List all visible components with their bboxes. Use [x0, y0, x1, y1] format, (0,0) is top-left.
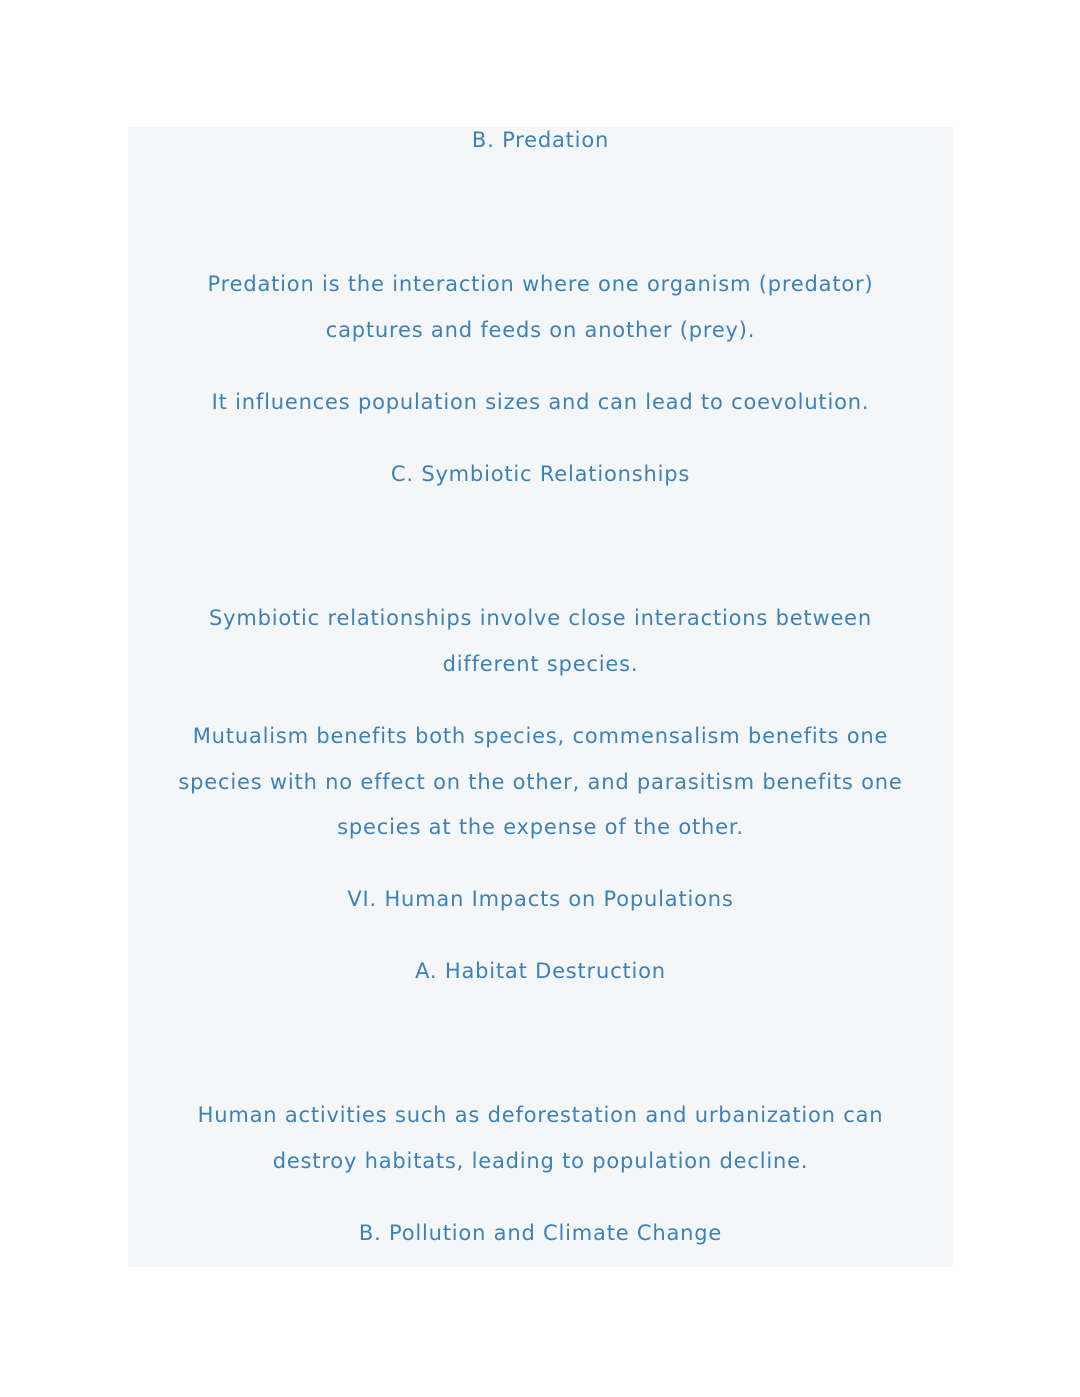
- symbiotic-paragraph-line-2: different species.: [442, 652, 639, 676]
- heading-pollution-climate-change: B. Pollution and Climate Change: [358, 1221, 723, 1245]
- mutualism-paragraph-line-1: Mutualism benefits both species, commensalism benefits one: [192, 724, 889, 748]
- page-card: [128, 127, 953, 1267]
- predation-paragraph-2: It influences population sizes and can lead to coevolution.: [211, 390, 870, 414]
- habitat-paragraph-line-2: destroy habitats, leading to population decline.: [272, 1149, 809, 1173]
- mutualism-paragraph-line-2: species with no effect on the other, and parasitism benefits one: [178, 770, 903, 794]
- symbiotic-paragraph-line-1: Symbiotic relationships involve close interactions between: [208, 606, 872, 630]
- habitat-paragraph-line-1: Human activities such as deforestation and urbanization can: [197, 1103, 884, 1127]
- predation-paragraph-line-2: captures and feeds on another (prey).: [325, 318, 756, 342]
- heading-symbiotic-relationships: C. Symbiotic Relationships: [390, 462, 691, 486]
- heading-human-impacts: VI. Human Impacts on Populations: [347, 887, 734, 911]
- heading-habitat-destruction: A. Habitat Destruction: [415, 959, 666, 983]
- mutualism-paragraph-line-3: species at the expense of the other.: [337, 815, 744, 839]
- heading-predation: B. Predation: [471, 128, 610, 152]
- predation-paragraph-line-1: Predation is the interaction where one organism (predator): [207, 272, 874, 296]
